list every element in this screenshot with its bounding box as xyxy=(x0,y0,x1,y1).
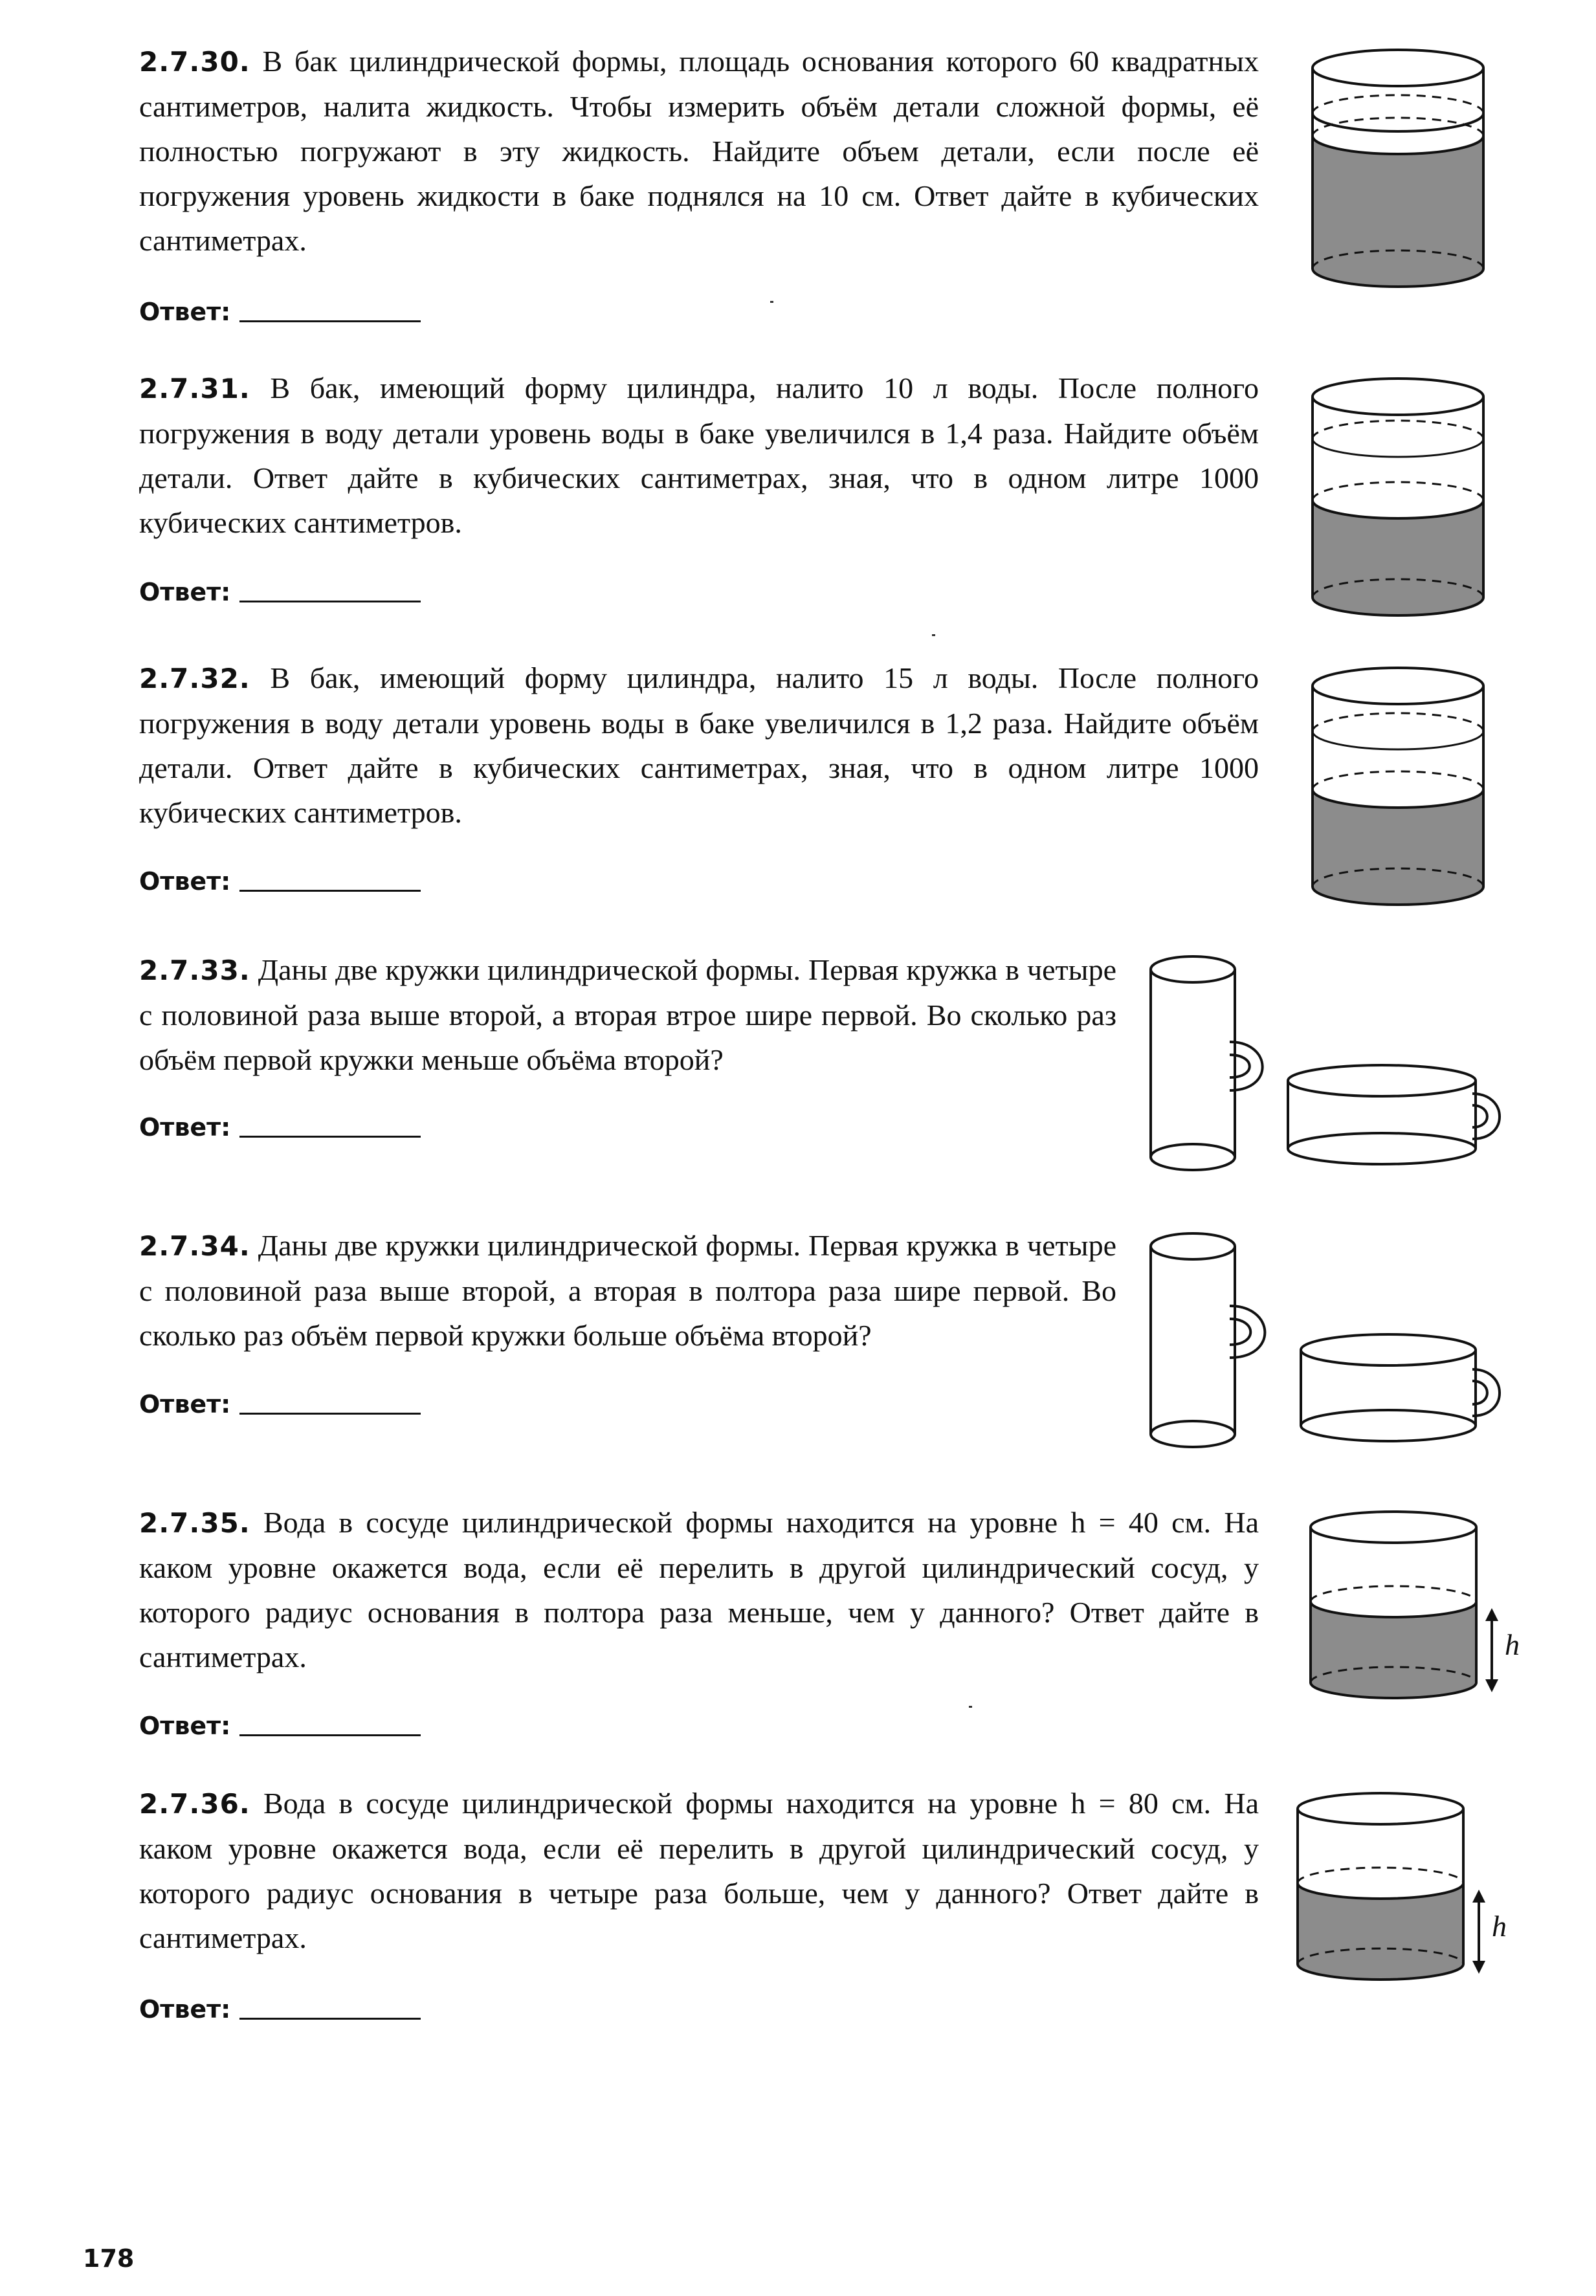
tank-with-raised-level-icon xyxy=(1307,374,1489,620)
answer-blank[interactable] xyxy=(239,1413,421,1415)
problem-text: В бак цилиндрической формы, площадь основания которого 60 квадратных сантиметров, налита жидкость. Чтобы измерить объём детали сложной формы, её полностью погружают в эту жидкость. Найдите объем детали, если после её погружения уровень жидкости в баке поднялся на 10 см. Ответ дайте в кубических сантиметрах. xyxy=(139,45,1259,257)
scan-speck xyxy=(932,634,935,636)
tank-with-raised-level-icon xyxy=(1307,663,1489,909)
problem-text: В бак, имеющий форму цилиндра, налито 10 л воды. После полного погружения в воду детали уровень воды в баке увеличился в 1,4 раза. Найдите объём детали. Ответ дайте в кубических сантиметрах, зная, что в одном литре 1000 кубических сантиметров. xyxy=(139,371,1259,539)
answer-label: Ответ: xyxy=(139,1113,231,1142)
answer-field xyxy=(139,1113,421,1142)
scan-speck xyxy=(969,1706,972,1708)
problem-number: 2.7.30. xyxy=(139,46,250,78)
two-mugs-icon xyxy=(1146,1228,1521,1455)
problem-number: 2.7.35. xyxy=(139,1507,250,1539)
answer-blank[interactable] xyxy=(239,1734,421,1736)
problem-number: 2.7.33. xyxy=(139,955,250,986)
two-mugs-icon xyxy=(1146,951,1521,1178)
height-label: h xyxy=(1505,1628,1520,1661)
answer-label: Ответ: xyxy=(139,867,231,896)
answer-field xyxy=(139,578,421,606)
answer-field xyxy=(139,1712,421,1740)
answer-label: Ответ: xyxy=(139,1995,231,2024)
answer-blank[interactable] xyxy=(239,2018,421,2020)
problem-2-7-35 xyxy=(81,1500,1259,1679)
page-number: 178 xyxy=(83,2244,135,2273)
scan-speck xyxy=(770,301,773,303)
vessel-with-height-icon xyxy=(1291,1789,1531,1996)
problem-number: 2.7.34. xyxy=(139,1230,250,1262)
tank-with-raised-level-icon xyxy=(1307,45,1489,291)
problem-number: 2.7.36. xyxy=(139,1788,250,1820)
answer-field xyxy=(139,1390,421,1418)
problem-text: Вода в сосуде цилиндрической формы находится на уровне h = 80 см. На каком уровне окажется вода, если её перелить в другой цилиндрический сосуд, у которого радиус основания в четыре раза больше, чем у данного? Ответ дайте в сантиметрах. xyxy=(139,1787,1259,1954)
answer-blank[interactable] xyxy=(239,601,421,602)
answer-blank[interactable] xyxy=(239,890,421,892)
problem-text: В бак, имеющий форму цилиндра, налито 15 л воды. После полного погружения в воду детали уровень воды в баке увеличился в 1,2 раза. Найдите объём детали. Ответ дайте в кубических сантиметрах, зная, что в одном литре 1000 кубических сантиметров. xyxy=(139,661,1259,829)
problem-number: 2.7.32. xyxy=(139,663,250,694)
problem-2-7-30 xyxy=(81,39,1259,263)
problem-2-7-36 xyxy=(81,1781,1259,1960)
answer-blank[interactable] xyxy=(239,320,421,322)
problem-text: Даны две кружки цилиндрической формы. Первая кружка в четыре с половиной раза выше второй, а вторая в полтора раза шире первой. Во сколько раз объём первой кружки больше объёма второй? xyxy=(139,1229,1116,1352)
answer-label: Ответ: xyxy=(139,298,231,326)
problem-2-7-33 xyxy=(81,947,1116,1082)
height-label: h xyxy=(1492,1910,1507,1943)
problem-text: Вода в сосуде цилиндрической формы находится на уровне h = 40 см. На каком уровне окажется вода, если её перелить в другой цилиндрический сосуд, у которого радиус основания в полтора раза меньше, чем у данного? Ответ дайте в сантиметрах. xyxy=(139,1506,1259,1673)
answer-blank[interactable] xyxy=(239,1136,421,1138)
answer-field xyxy=(139,298,421,326)
answer-field xyxy=(139,867,421,896)
problem-2-7-31 xyxy=(81,366,1259,545)
vessel-with-height-icon xyxy=(1304,1508,1544,1715)
problem-2-7-34 xyxy=(81,1223,1116,1358)
problem-text: Даны две кружки цилиндрической формы. Первая кружка в четыре с половиной раза выше второй, а вторая втрое шире первой. Во сколько раз объём первой кружки меньше объёма второй? xyxy=(139,953,1116,1076)
answer-label: Ответ: xyxy=(139,578,231,606)
problem-number: 2.7.31. xyxy=(139,373,250,404)
answer-field xyxy=(139,1995,421,2024)
answer-label: Ответ: xyxy=(139,1390,231,1418)
problem-2-7-32 xyxy=(81,656,1259,835)
answer-label: Ответ: xyxy=(139,1712,231,1740)
